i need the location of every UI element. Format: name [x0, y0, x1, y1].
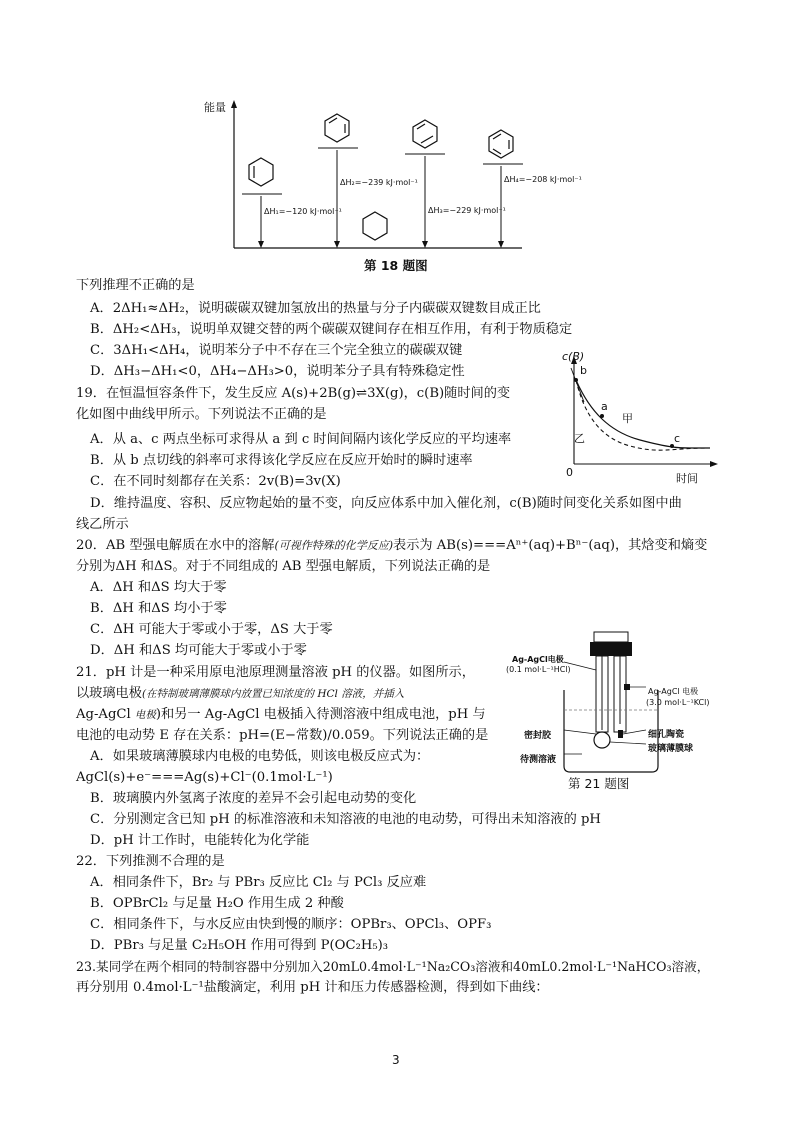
q18-option-d: D．ΔH₃−ΔH₁<0，ΔH₄−ΔH₃>0，说明苯分子具有特殊稳定性 [90, 364, 465, 379]
q19-option-c: C．在不同时刻都存在关系：2v(B)=3v(X) [90, 474, 341, 489]
q19-option-b: B．从 b 点切线的斜率可求得该化学反应在反应开始时的瞬时速率 [90, 453, 473, 468]
fig21-left-electrode-label: Ag-AgCl电极 [512, 655, 564, 664]
q20-stem-note: (可视作特殊的化学反应) [274, 539, 394, 552]
fig19-curve-jia-label: 甲 [622, 412, 633, 425]
fig19-x-label: 时间 [676, 472, 698, 485]
q22-option-d: D．PBr₃ 与足量 C₂H₅OH 作用可得到 P(OC₂H₅)₃ [90, 938, 389, 953]
fig21-right-electrode-label: Ag-AgCl 电极 [648, 687, 699, 696]
q19-option-a: A．从 a、c 两点坐标可求得从 a 到 c 时间间隔内该化学反应的平均速率 [90, 432, 512, 447]
fig18-y-axis-label: 能量 [204, 101, 226, 114]
q21-stem-text-c: )和另一 Ag-AgCl 电极插入待测溶液中组成电池，pH 与 [155, 707, 486, 722]
fig21-seal-label: 密封胶 [524, 731, 552, 741]
fig19-origin: 0 [566, 466, 573, 479]
cyclohexane-structure [363, 212, 387, 240]
fig18-caption: 第 18 题图 [364, 258, 428, 273]
q21-stem-text-b: Ag-AgCl [76, 707, 135, 722]
q21-option-c: C．分别测定含已知 pH 的标准溶液和未知溶液的电池的电动势，可得出未知溶液的 pH [90, 812, 601, 827]
q20-option-b: B．ΔH 和ΔS 均小于零 [90, 601, 227, 616]
fig18-dh1-label: ΔH₁=−120 kJ·mol⁻¹ [264, 207, 342, 216]
curve-yi [576, 380, 710, 450]
fig19-y-label: c(B) [562, 350, 585, 363]
q20-option-d: D．ΔH 和ΔS 均可能大于零或小于零 [90, 643, 307, 658]
fig18-dh4-label: ΔH₄=−208 kJ·mol⁻¹ [504, 175, 582, 184]
q22-option-b: B．OPBrCl₂ 与足量 H₂O 作用生成 2 种酸 [90, 896, 344, 911]
fig19-point-b-label: b [580, 364, 587, 377]
q22-option-a: A．相同条件下，Br₂ 与 PBr₃ 反应比 Cl₂ 与 PCl₃ 反应难 [90, 875, 427, 890]
point-b [574, 378, 578, 382]
fig21-ceramic-label: 细孔陶瓷 [648, 730, 685, 740]
q21-option-a-line1: A．如果玻璃薄膜球内电极的电势低，则该电极反应式为： [90, 749, 430, 764]
benzene-structure [489, 130, 513, 158]
point-a [600, 414, 604, 418]
q22-stem: 22．下列推测不合理的是 [76, 854, 225, 869]
q18-option-b: B．ΔH₂<ΔH₃，说明单双键交替的两个碳碳双键间存在相互作用，有利于物质稳定 [90, 322, 573, 337]
q23-stem-line1: 23.某同学在两个相同的特制容器中分别加入20mL0.4mol·L⁻¹Na₂CO₃溶液和40mL0.2mol·L⁻¹NaHCO₃溶液， [76, 959, 710, 974]
q20-stem-text-b: 表示为 AB(s)===Aⁿ⁺(aq)+Bⁿ⁻(aq)，其焓变和熵变 [393, 538, 708, 553]
q19-option-d-line2: 线乙所示 [76, 517, 129, 532]
fig19-point-a-label: a [601, 400, 608, 413]
q21-stem-line1: 21．pH 计是一种采用原电池原理测量溶液 pH 的仪器。如图所示， [76, 665, 475, 680]
fig21-left-electrode-conc: (0.1 mol·L⁻¹HCl) [506, 665, 571, 674]
q21-stem-line3 [76, 705, 486, 725]
q21-option-d: D．pH 计工作时，电能转化为化学能 [90, 833, 310, 848]
fig21-caption: 第 21 题图 [568, 776, 630, 791]
q21-option-b: B．玻璃膜内外氢离子浓度的差异不会引起电动势的变化 [90, 791, 417, 806]
q18-stem: 下列推理不正确的是 [76, 278, 195, 293]
q18-option-a: A．2ΔH₁≈ΔH₂，说明碳碳双键加氢放出的热量与分子内碳碳双键数目成正比 [90, 301, 541, 316]
q21-stem-note-a: (在特制玻璃薄膜球内放置已知浓度的 HCl 溶液，并插入 [141, 688, 405, 700]
fig21-solution-label: 待测溶液 [520, 755, 557, 765]
fig21-right-electrode-conc: (3.0 mol·L⁻¹KCl) [646, 698, 710, 707]
q21-stem-line2 [76, 684, 404, 704]
q19-stem-line2: 化如图中曲线甲所示。下列说法不正确的是 [76, 407, 327, 422]
cyclohexadiene-13-structure [325, 114, 349, 142]
q20-option-c: C．ΔH 可能大于零或小于零，ΔS 大于零 [90, 622, 333, 637]
q21-stem-note-b: 电极 [134, 709, 156, 721]
figure-18-energy-diagram [200, 98, 530, 253]
q21-option-a-line2: AgCl(s)+e⁻===Ag(s)+Cl⁻(0.1mol·L⁻¹) [76, 770, 333, 785]
q21-stem-line4: 电池的电动势 E 存在关系：pH=(E−常数)/0.059。下列说法正确的是 [76, 728, 489, 743]
fig19-point-c-label: c [674, 432, 681, 445]
q19-stem-line1: 19．在恒温恒容条件下，发生反应 A(s)+2B(g)⇌3X(g)，c(B)随时间的变 [76, 386, 511, 401]
q21-stem-text-a: 以玻璃电极 [76, 686, 142, 701]
fig18-dh3-label: ΔH₃=−229 kJ·mol⁻¹ [428, 206, 506, 215]
q19-option-d-line1: D．维持温度、容积、反应物起始的量不变，向反应体系中加入催化剂，c(B)随时间变化关系如图中曲 [90, 496, 682, 511]
curve-jia [576, 380, 690, 448]
q20-stem-line2: 分别为ΔH 和ΔS。对于不同组成的 AB 型强电解质，下列说法正确的是 [76, 559, 491, 574]
q20-option-a: A．ΔH 和ΔS 均大于零 [90, 580, 227, 595]
fig21-membrane-label: 玻璃薄膜球 [648, 744, 694, 754]
q20-stem-line1 [76, 536, 707, 556]
cyclohexadiene-14-structure [413, 120, 437, 148]
fig18-dh2-label: ΔH₂=−239 kJ·mol⁻¹ [340, 178, 418, 187]
q22-option-c: C．相同条件下，与水反应由快到慢的顺序：OPBr₃、OPCl₃、OPF₃ [90, 917, 492, 932]
cyclohexene-structure [249, 158, 273, 186]
q20-stem-text-a: 20．AB 型强电解质在水中的溶解 [76, 538, 275, 553]
page-number: 3 [392, 1053, 400, 1067]
fig19-curve-yi-label: 乙 [574, 432, 585, 445]
q18-option-c: C．3ΔH₁<ΔH₄，说明苯分子中不存在三个完全独立的碳碳双键 [90, 343, 463, 358]
q23-stem-line2: 再分别用 0.4mol·L⁻¹盐酸滴定，利用 pH 计和压力传感器检测，得到如下曲线： [76, 980, 549, 995]
